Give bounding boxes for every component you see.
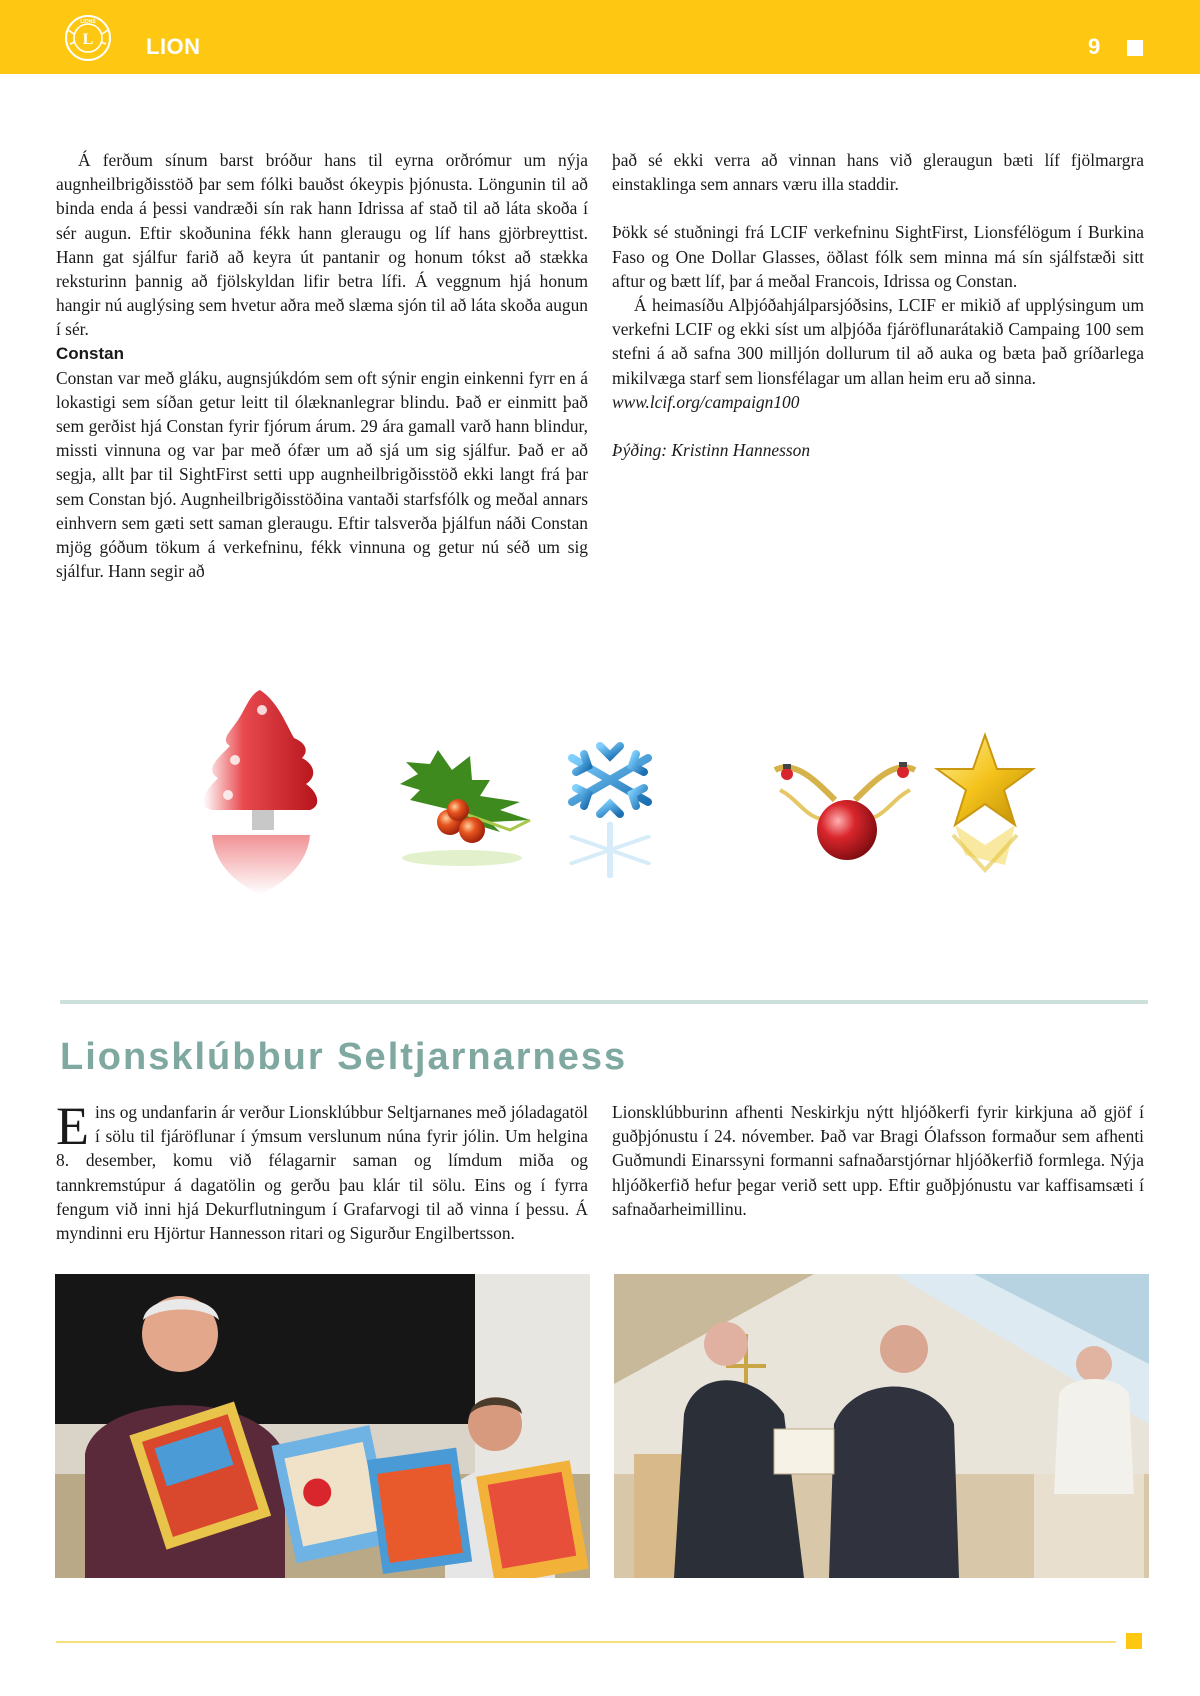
logo-text: LIONS: [80, 19, 96, 25]
section-title: Lionsklúbbur Seltjarnarness: [60, 1036, 628, 1078]
church-handshake-ceremony-image: [614, 1274, 1149, 1578]
article-subheading: Constan: [56, 343, 124, 363]
article-left-column: [56, 148, 588, 583]
page-header: [0, 0, 1200, 74]
drop-cap: E: [56, 1096, 89, 1156]
section-right-column: [612, 1100, 1144, 1221]
section-paragraph: [56, 1096, 588, 1245]
translation-credit: Þýðing: Kristinn Hannesson: [612, 440, 811, 461]
article-paragraph: Á ferðum sínum barst bróður hans til eyrna orðrómur um nýja augnheilbrigðisstöð þar sem fólki bauðst ókeypis þjónusta. Löngunin til að binda enda á þessi vandræði sín rak hann Idrissa af stað til að láta skoða í sér augun. Eftir skoðunina fékk hann gleraugu og líf hans gjörbreyttist. Hann gat sjálfur farið að keyra út pantanir og honum tókst að stækka reksturinn þannig að fjölskyldan lifir betra lífi. Á veggnum hjá honum hangir nú auglýsing sem hvetur aðra með slæma sjón til að láta skoða augun í sér.: [56, 150, 588, 340]
ornament-ball-icon: [775, 762, 915, 860]
footer-square-marker: [1126, 1633, 1142, 1649]
holly-icon: [400, 750, 530, 866]
article-paragraph: Á heimasíðu Alþjóðahjálparsjóðsins, LCIF er mikið af upplýsingum um verkefni LCIF og ekki síst um alþjóða fjáröflunarátakið Campaing 100 sem stefni á að safna 300 milljón dollurum til að auka og bæta það gríðarlega mikilvæga starf sem lionsfélagar um allan heim eru að sinna.: [612, 295, 1144, 388]
magazine-title: LION: [146, 34, 201, 59]
section-right-text: Lionsklúbburinn afhenti Neskirkju nýtt hljóðkerfi fyrir kirkjuna að gjöf í guðþjónustu í 24. nóvember. Það var Bragi Ólafsson formaður sem afhenti Guðmundi Einarssyni formanni safnaðarstjórnar hljóðkerfið formlega. Nýja hljóðkerfið hefur þegar verið sett upp. Eftir guðþjónustu var kaffisamsæti í safnaðarheimillinu.: [612, 1102, 1144, 1219]
article-right-column: [612, 148, 1144, 462]
photo-church: [614, 1274, 1149, 1578]
article-paragraph: Þökk sé stuðningi frá LCIF verkefninu SightFirst, Lionsfélögum í Burkina Faso og One Dollar Glasses, öðlast fólk sem minna má sín sjálfstæði sitt aftur og bætt líf, þar á meðal Francois, Idrissa og Constan.: [612, 222, 1144, 291]
article-paragraph: það sé ekki verra að vinnan hans við gleraugun bæti líf fjölmargra einstaklinga sem annars væru illa staddir.: [612, 150, 1144, 195]
logo-letter: L: [82, 31, 94, 48]
two-men-holding-calendars-image: [55, 1274, 590, 1578]
section-divider: [60, 1000, 1148, 1004]
star-icon: [937, 735, 1033, 870]
snowflake-icon: [572, 736, 648, 876]
section-left-column: [56, 1096, 588, 1245]
article-paragraph: Constan var með gláku, augnsjúkdóm sem oft sýnir engin einkenni fyrr en á lokastigi sem síðan getur leitt til ólæknanlegrar blindu. Það er einmitt það sem gerðist hjá Constan fyrir fjórum árum. 29 ára gamall varð hann blindur, missti vinnuna og var þar með ófær um að sjá um sig sjálfur. Það er að segja, allt þar til SightFirst setti upp augnheilbrigðisstöð ekki langt frá þar sem Constan bjó. Augnheilbrigðisstöðina vantaði starfsfólk og meðal annars einhvern sem gæti sett saman gleraugu. Eftir talsverða þjálfun náði Constan mjög góðum tökum á verkefninu, fékk vinnuna og getur nú séð um sig sjálfur. Hann segir að: [56, 367, 588, 582]
page-number: 9: [1088, 34, 1101, 59]
lions-logo-icon: [64, 14, 112, 62]
photo-calendars: [55, 1274, 590, 1578]
footer-rule: [56, 1641, 1116, 1643]
christmas-ornaments: [190, 680, 1090, 940]
header-square-marker: [1127, 40, 1143, 56]
campaign-url: www.lcif.org/campaign100: [612, 391, 800, 412]
section-left-text: ins og undanfarin ár verður Lionsklúbbur Seltjarnanes með jóladagatöl í sölu til fjáröflunar í ýmsum verslunum núna fyrir jólin. Um helgina 8. desember, komu við félagarnir saman og límdum miða og tannkremstúpur á dagatölin og gerðu þau klár til sölu. Eins og í fyrra fengum við inni hjá Dekurflutningum í Grafarvogi til að vinna í þessu. Á myndinni eru Hjörtur Hannesson ritari og Sigurður Engilbertsson.: [56, 1102, 588, 1244]
christmas-tree-icon: [203, 690, 317, 895]
